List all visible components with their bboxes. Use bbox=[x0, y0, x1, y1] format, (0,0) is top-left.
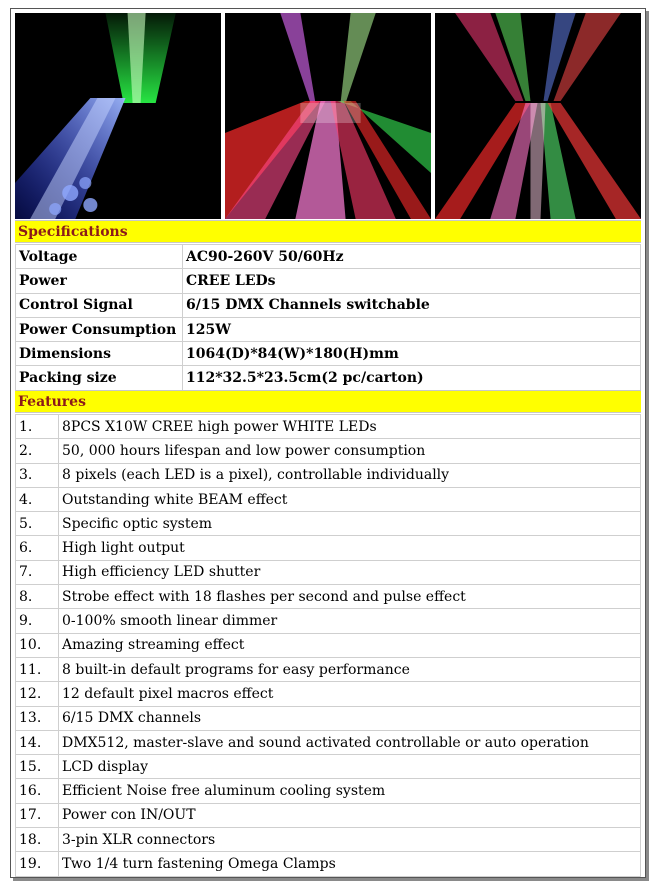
spec-label: Power bbox=[16, 269, 183, 293]
table-row bbox=[16, 415, 641, 439]
table-row bbox=[16, 852, 641, 876]
feature-number: 12. bbox=[16, 682, 59, 706]
features-heading: Features bbox=[15, 390, 641, 413]
table-row bbox=[16, 609, 641, 633]
feature-text: 8 pixels (each LED is a pixel), controllable individually bbox=[59, 463, 641, 487]
feature-number: 8. bbox=[16, 585, 59, 609]
feature-number: 14. bbox=[16, 730, 59, 754]
beam-photo-blue-green bbox=[15, 13, 221, 219]
beam-photo-red-pink-fan bbox=[225, 13, 431, 219]
feature-number: 4. bbox=[16, 487, 59, 511]
table-row bbox=[16, 560, 641, 584]
feature-text: 50, 000 hours lifespan and low power consumption bbox=[59, 439, 641, 463]
table-row bbox=[16, 633, 641, 657]
feature-text: Power con IN/OUT bbox=[59, 803, 641, 827]
feature-text: Efficient Noise free aluminum cooling system bbox=[59, 779, 641, 803]
table-row bbox=[16, 317, 641, 341]
feature-number: 18. bbox=[16, 828, 59, 852]
spec-value: AC90-260V 50/60Hz bbox=[183, 245, 641, 269]
feature-text: 0-100% smooth linear dimmer bbox=[59, 609, 641, 633]
spec-value: 6/15 DMX Channels switchable bbox=[183, 293, 641, 317]
feature-text: Amazing streaming effect bbox=[59, 633, 641, 657]
spec-label: Power Consumption bbox=[16, 317, 183, 341]
feature-number: 2. bbox=[16, 439, 59, 463]
feature-number: 6. bbox=[16, 536, 59, 560]
feature-number: 10. bbox=[16, 633, 59, 657]
table-row bbox=[16, 828, 641, 852]
product-sheet bbox=[10, 8, 646, 878]
feature-number: 17. bbox=[16, 803, 59, 827]
table-row bbox=[16, 536, 641, 560]
feature-text: High efficiency LED shutter bbox=[59, 560, 641, 584]
spec-value: CREE LEDs bbox=[183, 269, 641, 293]
table-row bbox=[16, 463, 641, 487]
feature-text: 6/15 DMX channels bbox=[59, 706, 641, 730]
spec-label: Dimensions bbox=[16, 342, 183, 366]
table-row bbox=[16, 585, 641, 609]
table-row bbox=[16, 706, 641, 730]
feature-number: 13. bbox=[16, 706, 59, 730]
feature-number: 9. bbox=[16, 609, 59, 633]
feature-text: Strobe effect with 18 flashes per second and pulse effect bbox=[59, 585, 641, 609]
table-row bbox=[16, 487, 641, 511]
feature-number: 3. bbox=[16, 463, 59, 487]
feature-number: 15. bbox=[16, 755, 59, 779]
table-row bbox=[16, 366, 641, 390]
feature-number: 5. bbox=[16, 512, 59, 536]
spec-value: 1064(D)*84(W)*180(H)mm bbox=[183, 342, 641, 366]
spec-value: 112*32.5*23.5cm(2 pc/carton) bbox=[183, 366, 641, 390]
table-row bbox=[16, 293, 641, 317]
feature-number: 19. bbox=[16, 852, 59, 876]
feature-text: 3-pin XLR connectors bbox=[59, 828, 641, 852]
specifications-table bbox=[15, 244, 641, 391]
feature-number: 1. bbox=[16, 415, 59, 439]
table-row bbox=[16, 342, 641, 366]
table-row bbox=[16, 730, 641, 754]
features-table bbox=[15, 414, 641, 877]
table-row bbox=[16, 755, 641, 779]
table-row bbox=[16, 803, 641, 827]
specifications-heading: Specifications bbox=[15, 220, 641, 243]
table-row bbox=[16, 657, 641, 681]
feature-text: Specific optic system bbox=[59, 512, 641, 536]
spec-label: Control Signal bbox=[16, 293, 183, 317]
table-row bbox=[16, 439, 641, 463]
table-row bbox=[16, 682, 641, 706]
feature-text: DMX512, master-slave and sound activated controllable or auto operation bbox=[59, 730, 641, 754]
spec-value: 125W bbox=[183, 317, 641, 341]
table-row bbox=[16, 512, 641, 536]
table-row bbox=[16, 779, 641, 803]
feature-text: LCD display bbox=[59, 755, 641, 779]
table-row bbox=[16, 245, 641, 269]
feature-number: 16. bbox=[16, 779, 59, 803]
feature-text: Two 1/4 turn fastening Omega Clamps bbox=[59, 852, 641, 876]
feature-number: 7. bbox=[16, 560, 59, 584]
feature-text: 8 built-in default programs for easy performance bbox=[59, 657, 641, 681]
photo-strip bbox=[15, 13, 641, 219]
spec-label: Voltage bbox=[16, 245, 183, 269]
spec-label: Packing size bbox=[16, 366, 183, 390]
table-row bbox=[16, 269, 641, 293]
feature-number: 11. bbox=[16, 657, 59, 681]
feature-text: High light output bbox=[59, 536, 641, 560]
feature-text: 12 default pixel macros effect bbox=[59, 682, 641, 706]
feature-text: 8PCS X10W CREE high power WHITE LEDs bbox=[59, 415, 641, 439]
feature-text: Outstanding white BEAM effect bbox=[59, 487, 641, 511]
beam-photo-multicolor-cross bbox=[435, 13, 641, 219]
